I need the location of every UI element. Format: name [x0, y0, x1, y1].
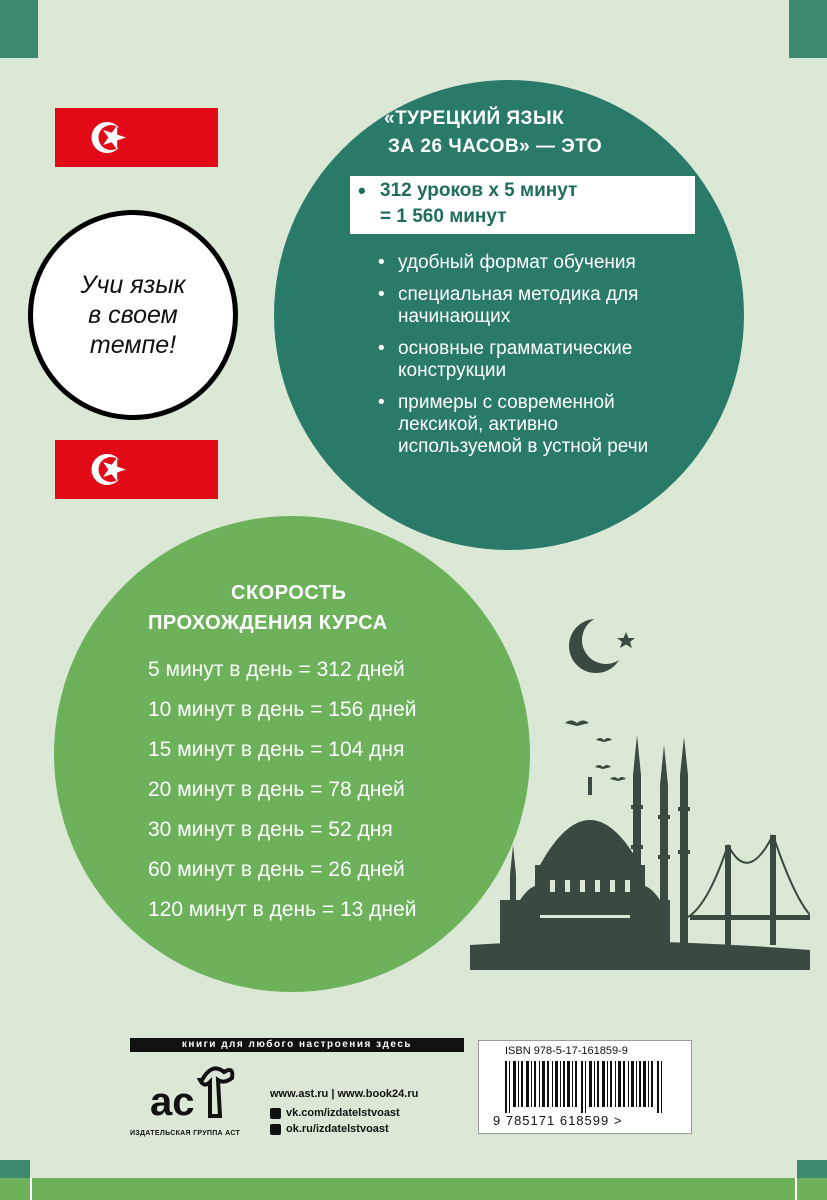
publisher-name: ИЗДАТЕЛЬСКАЯ ГРУППА АСТ — [130, 1130, 241, 1137]
istanbul-skyline-illustration — [470, 715, 810, 970]
vk-link[interactable]: vk.com/izdatelstvoast — [286, 1107, 400, 1119]
motto-line-3: темпе! — [89, 331, 177, 359]
speed-title-line-1: СКОРОСТЬ — [231, 582, 347, 604]
tagline-strip: книги для любого настроения здесь — [130, 1038, 464, 1052]
lessons-highlight-line-2: = 1 560 минут — [380, 206, 507, 227]
speed-row: 15 минут в день = 104 дня — [148, 738, 405, 761]
motto-bubble — [28, 210, 238, 420]
corner-accent-top-right — [789, 0, 827, 58]
motto-line-1: Учи язык — [80, 271, 186, 299]
course-features-circle — [274, 80, 744, 550]
barcode-digits: 9 785171 618599 > — [493, 1113, 623, 1128]
isbn-text: ISBN 978-5-17-161859-9 — [505, 1045, 628, 1057]
lessons-highlight-line-1: 312 уроков х 5 минут — [380, 180, 578, 201]
turkish-flag-icon — [55, 440, 218, 499]
list-item: • основные грамматические конструкции — [378, 338, 708, 382]
vk-icon — [270, 1108, 281, 1119]
speed-row: 60 минут в день = 26 дней — [148, 858, 405, 881]
barcode-block — [478, 1040, 692, 1134]
bottom-bar — [0, 1178, 827, 1200]
ast-logo-icon — [150, 1060, 240, 1130]
speed-row: 20 минут в день = 78 дней — [148, 778, 405, 801]
corner-accent-top-left — [0, 0, 38, 58]
list-item: • специальная методика для начинающих — [378, 284, 668, 328]
ok-icon — [270, 1124, 281, 1135]
features-title-line-2: ЗА 26 ЧАСОВ» — ЭТО — [388, 136, 603, 157]
crescent-star-icon — [568, 612, 648, 682]
list-item: • удобный формат обучения — [378, 252, 708, 274]
turkish-flag-icon — [55, 108, 218, 167]
ok-link[interactable]: ok.ru/izdatelstvoast — [286, 1123, 389, 1135]
features-title — [384, 105, 602, 161]
course-speed-circle — [54, 516, 530, 992]
website-links[interactable]: www.ast.ru | www.book24.ru — [270, 1088, 419, 1100]
list-item: • примеры с современной лексикой, активно используемой в устной речи — [378, 392, 678, 458]
features-title-line-1: «ТУРЕЦКИЙ ЯЗЫК — [384, 108, 565, 129]
speed-row: 30 минут в день = 52 дня — [148, 818, 393, 841]
motto-line-2: в своем — [88, 301, 178, 329]
lessons-highlight-box — [350, 176, 695, 234]
fold-mark — [795, 1178, 797, 1200]
fold-mark — [30, 1178, 32, 1200]
speed-title — [54, 578, 530, 638]
speed-row: 120 минут в день = 13 дней — [148, 898, 417, 921]
speed-row: 10 минут в день = 156 дней — [148, 698, 417, 721]
bullet-icon: • — [358, 178, 366, 203]
barcode-icon — [505, 1061, 665, 1113]
speed-row: 5 минут в день = 312 дней — [148, 658, 405, 681]
speed-title-line-2: ПРОХОЖДЕНИЯ КУРСА — [148, 612, 388, 634]
features-list — [378, 252, 708, 468]
ast-logo-text: ac — [150, 1080, 195, 1124]
